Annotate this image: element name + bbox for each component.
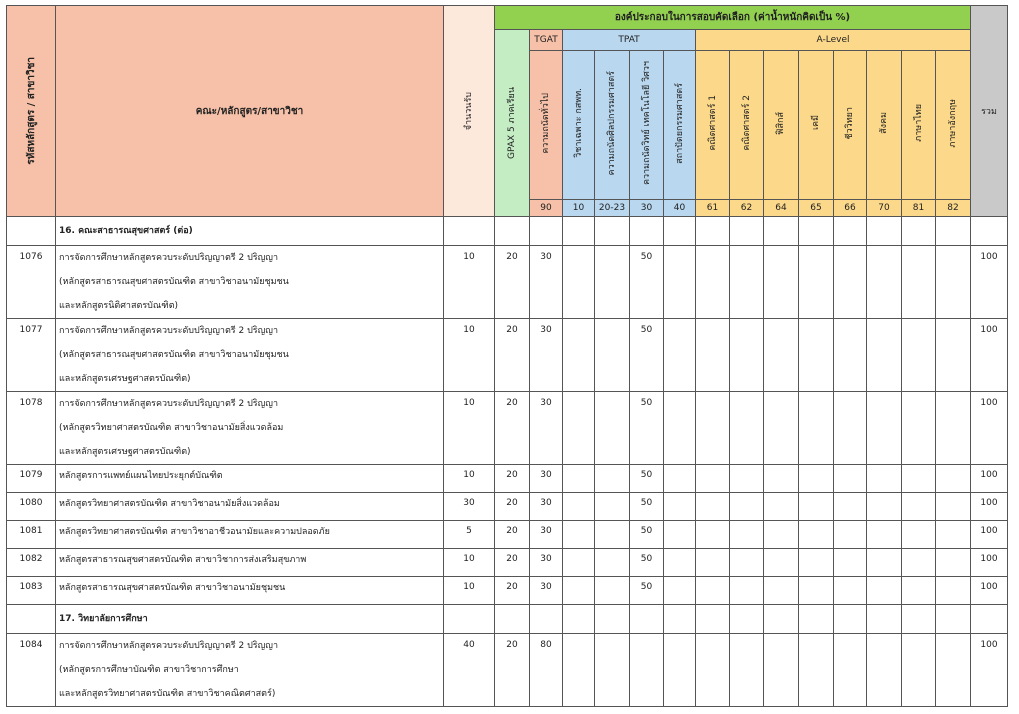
score-weight: 50 (630, 493, 664, 521)
column-header: ฟิสิกส์ (764, 51, 799, 200)
empty-cell (696, 605, 730, 634)
column-header: ความถนัดวิทย์ เทคโนโลยี วิศวฯ (630, 51, 664, 200)
score-weight (696, 493, 730, 521)
column-header: ชีววิทยา (834, 51, 867, 200)
score-weight: 50 (630, 549, 664, 577)
score-weight: 50 (630, 521, 664, 549)
score-weight (799, 319, 834, 392)
score-weight: 20 (495, 521, 530, 549)
score-weight (730, 319, 764, 392)
score-weight: 30 (530, 577, 563, 605)
score-weight: 50 (630, 577, 664, 605)
score-weight (936, 246, 971, 319)
score-weight (664, 549, 696, 577)
program-code: 1077 (7, 319, 56, 392)
empty-cell (936, 217, 971, 246)
program-name-line: หลักสูตรสาธารณสุขศาสตรบัณฑิต สาขาวิชาการส่งเสริมสุขภาพ (59, 555, 307, 565)
score-weight: 30 (530, 465, 563, 493)
score-weight (936, 577, 971, 605)
weight-code: 10 (563, 199, 595, 216)
score-weight (563, 392, 595, 465)
score-weight: 20 (495, 392, 530, 465)
program-name-line: (หลักสูตรวิทยาศาสตรบัณฑิต สาขาวิชาอนามัยสิ่งแวดล้อม (59, 423, 284, 433)
score-weight: 20 (495, 246, 530, 319)
program-code: 1079 (7, 465, 56, 493)
score-weight (664, 577, 696, 605)
score-weight (902, 634, 936, 707)
components-header: องค์ประกอบในการสอบคัดเลือก (ค่าน้ำหนักคิดเป็น %) (495, 6, 971, 30)
empty-cell (764, 217, 799, 246)
score-weight: 30 (530, 246, 563, 319)
empty-cell (664, 605, 696, 634)
column-header: คณิตศาสตร์ 2 (730, 51, 764, 200)
score-weight (595, 465, 630, 493)
total-weight: 100 (971, 493, 1008, 521)
group-header-tpat: TPAT (563, 30, 696, 51)
score-weight (696, 392, 730, 465)
admission-count: 10 (444, 392, 495, 465)
weight-code: 66 (834, 199, 867, 216)
empty-cell (630, 605, 664, 634)
program-code: 1083 (7, 577, 56, 605)
score-weight (764, 493, 799, 521)
admission-count: 10 (444, 319, 495, 392)
column-header: สังคม (867, 51, 902, 200)
section-title: 17. วิทยาลัยการศึกษา (56, 605, 444, 634)
program-code: 1078 (7, 392, 56, 465)
score-weight (730, 246, 764, 319)
score-weight (799, 549, 834, 577)
total-weight: 100 (971, 465, 1008, 493)
weight-code: 20-23 (595, 199, 630, 216)
weight-code: 30 (630, 199, 664, 216)
empty-cell (764, 605, 799, 634)
score-weight (764, 246, 799, 319)
score-weight (630, 634, 664, 707)
score-weight (696, 549, 730, 577)
weight-code: 62 (730, 199, 764, 216)
empty-cell (834, 605, 867, 634)
weight-code: 81 (902, 199, 936, 216)
total-weight: 100 (971, 246, 1008, 319)
score-weight: 20 (495, 634, 530, 707)
score-weight (563, 634, 595, 707)
score-weight (902, 319, 936, 392)
program-name-line: การจัดการศึกษาหลักสูตรควบระดับปริญญาตรี 2 ปริญญา (59, 326, 279, 336)
score-weight (664, 319, 696, 392)
score-weight (595, 634, 630, 707)
score-weight (696, 634, 730, 707)
empty-cell (799, 217, 834, 246)
score-weight (563, 319, 595, 392)
admission-weight-table (6, 5, 1008, 707)
program-name-line: และหลักสูตรเศรษฐศาสตรบัณฑิต) (59, 374, 191, 384)
program-code: 1082 (7, 549, 56, 577)
score-weight: 50 (630, 246, 664, 319)
empty-cell (563, 605, 595, 634)
score-weight (902, 246, 936, 319)
empty-cell (799, 605, 834, 634)
column-header: ภาษาอังกฤษ (936, 51, 971, 200)
score-weight (902, 521, 936, 549)
score-weight (764, 634, 799, 707)
program-name (56, 246, 444, 319)
score-weight (834, 246, 867, 319)
program-name (56, 392, 444, 465)
table-row (7, 246, 1008, 319)
count-header: จำนวนรับ (444, 6, 495, 217)
admission-count: 10 (444, 549, 495, 577)
score-weight (867, 246, 902, 319)
empty-cell (595, 605, 630, 634)
code-header: รหัสหลักสูตร / สาขาวิชา (7, 6, 56, 217)
score-weight (595, 319, 630, 392)
empty-cell (730, 217, 764, 246)
score-weight (834, 465, 867, 493)
score-weight (730, 392, 764, 465)
program-name-line: การจัดการศึกษาหลักสูตรควบระดับปริญญาตรี 2 ปริญญา (59, 253, 279, 263)
score-weight: 30 (530, 521, 563, 549)
score-weight: 20 (495, 319, 530, 392)
group-header-alevel: A-Level (696, 30, 971, 51)
score-weight (730, 521, 764, 549)
program-name-line: หลักสูตรวิทยาศาสตรบัณฑิต สาขาวิชาอาชีวอนามัยและความปลอดภัย (59, 527, 330, 537)
score-weight (799, 246, 834, 319)
empty-cell (664, 217, 696, 246)
score-weight (799, 392, 834, 465)
score-weight (867, 392, 902, 465)
program-code: 1084 (7, 634, 56, 707)
program-name-line: และหลักสูตรเศรษฐศาสตรบัณฑิต) (59, 447, 191, 457)
weight-code: 70 (867, 199, 902, 216)
score-weight (563, 493, 595, 521)
program-code: 1076 (7, 246, 56, 319)
score-weight (595, 493, 630, 521)
program-name-line: (หลักสูตรสาธารณสุขศาสตรบัณฑิต สาขาวิชาอนามัยชุมชน (59, 277, 289, 287)
total-header: รวม (971, 6, 1008, 217)
column-header: สถาปัตยกรรมศาสตร์ (664, 51, 696, 200)
score-weight (595, 549, 630, 577)
table-row (7, 493, 1008, 521)
score-weight: 20 (495, 577, 530, 605)
weight-code: 65 (799, 199, 834, 216)
score-weight (595, 246, 630, 319)
table-header (7, 6, 1008, 217)
score-weight (664, 465, 696, 493)
score-weight (764, 577, 799, 605)
score-weight: 30 (530, 549, 563, 577)
empty-cell (530, 217, 563, 246)
score-weight (834, 521, 867, 549)
score-weight (936, 392, 971, 465)
score-weight (834, 577, 867, 605)
empty-cell (834, 217, 867, 246)
score-weight: 50 (630, 319, 664, 392)
score-weight (834, 493, 867, 521)
table-row (7, 521, 1008, 549)
weight-code: 61 (696, 199, 730, 216)
section-row (7, 605, 1008, 634)
table-body (7, 217, 1008, 707)
score-weight: 30 (530, 493, 563, 521)
score-weight (799, 577, 834, 605)
name-header: คณะ/หลักสูตร/สาขาวิชา (56, 6, 444, 217)
program-name-line: และหลักสูตรนิติศาสตรบัณฑิต) (59, 301, 179, 311)
table-row (7, 634, 1008, 707)
score-weight (834, 392, 867, 465)
weight-code: 64 (764, 199, 799, 216)
score-weight (664, 246, 696, 319)
score-weight (936, 465, 971, 493)
score-weight (834, 634, 867, 707)
empty-cell (530, 605, 563, 634)
score-weight (834, 549, 867, 577)
score-weight (902, 549, 936, 577)
score-weight (936, 634, 971, 707)
score-weight (764, 319, 799, 392)
score-weight (696, 465, 730, 493)
score-weight (902, 577, 936, 605)
score-weight (730, 634, 764, 707)
score-weight (764, 392, 799, 465)
score-weight (595, 577, 630, 605)
column-header: วิชาเฉพาะ กสพท. (563, 51, 595, 200)
empty-cell (867, 605, 902, 634)
program-name-line: หลักสูตรสาธารณสุขศาสตรบัณฑิต สาขาวิชาอนามัยชุมชน (59, 583, 286, 593)
program-name-line: (หลักสูตรการศึกษาบัณฑิต สาขาวิชาการศึกษา (59, 665, 239, 675)
empty-cell (971, 217, 1008, 246)
score-weight (696, 577, 730, 605)
score-weight (867, 549, 902, 577)
weight-code: 40 (664, 199, 696, 216)
table-row (7, 549, 1008, 577)
score-weight: 80 (530, 634, 563, 707)
section-code-cell (7, 217, 56, 246)
empty-cell (444, 217, 495, 246)
admission-count: 40 (444, 634, 495, 707)
empty-cell (902, 217, 936, 246)
score-weight (799, 493, 834, 521)
score-weight (664, 392, 696, 465)
table-row (7, 392, 1008, 465)
score-weight (595, 521, 630, 549)
total-weight: 100 (971, 634, 1008, 707)
score-weight (834, 319, 867, 392)
section-row (7, 217, 1008, 246)
score-weight (867, 634, 902, 707)
table-row (7, 465, 1008, 493)
empty-cell (630, 217, 664, 246)
score-weight (696, 521, 730, 549)
program-code: 1080 (7, 493, 56, 521)
program-name-line: หลักสูตรวิทยาศาสตรบัณฑิต สาขาวิชาอนามัยสิ่งแวดล้อม (59, 499, 280, 509)
score-weight (563, 246, 595, 319)
column-header: คณิตศาสตร์ 1 (696, 51, 730, 200)
empty-cell (444, 605, 495, 634)
score-weight (730, 493, 764, 521)
score-weight (696, 319, 730, 392)
column-header: ภาษาไทย (902, 51, 936, 200)
weight-code: 90 (530, 199, 563, 216)
score-weight: 30 (530, 319, 563, 392)
score-weight (867, 465, 902, 493)
total-weight: 100 (971, 549, 1008, 577)
score-weight (936, 521, 971, 549)
program-name (56, 634, 444, 707)
score-weight (595, 392, 630, 465)
score-weight: 20 (495, 493, 530, 521)
empty-cell (971, 605, 1008, 634)
total-weight: 100 (971, 577, 1008, 605)
score-weight (563, 521, 595, 549)
admission-count: 10 (444, 246, 495, 319)
program-name (56, 549, 444, 577)
score-weight: 20 (495, 549, 530, 577)
empty-cell (867, 217, 902, 246)
table-row (7, 577, 1008, 605)
program-name-line: การจัดการศึกษาหลักสูตรควบระดับปริญญาตรี 2 ปริญญา (59, 399, 279, 409)
column-header: ความถนัดทั่วไป (530, 51, 563, 200)
score-weight (563, 465, 595, 493)
score-weight (867, 521, 902, 549)
column-header: ความถนัดศิลปกรรมศาสตร์ (595, 51, 630, 200)
score-weight (936, 319, 971, 392)
program-name-line: (หลักสูตรสาธารณสุขศาสตรบัณฑิต สาขาวิชาอนามัยชุมชน (59, 350, 289, 360)
score-weight (764, 521, 799, 549)
empty-cell (595, 217, 630, 246)
column-header-gpax: GPAX 5 ภาคเรียน (495, 30, 530, 217)
empty-cell (936, 605, 971, 634)
score-weight (664, 521, 696, 549)
program-name-line: การจัดการศึกษาหลักสูตรควบระดับปริญญาตรี 2 ปริญญา (59, 641, 279, 651)
score-weight (730, 549, 764, 577)
admission-count: 10 (444, 577, 495, 605)
empty-cell (902, 605, 936, 634)
admission-weight-table-sheet (6, 5, 1008, 707)
table-row (7, 319, 1008, 392)
score-weight (799, 465, 834, 493)
score-weight (664, 493, 696, 521)
score-weight: 50 (630, 392, 664, 465)
empty-cell (495, 605, 530, 634)
program-name (56, 521, 444, 549)
empty-cell (730, 605, 764, 634)
admission-count: 10 (444, 465, 495, 493)
score-weight (764, 549, 799, 577)
admission-count: 5 (444, 521, 495, 549)
program-name (56, 319, 444, 392)
section-title: 16. คณะสาธารณสุขศาสตร์ (ต่อ) (56, 217, 444, 246)
score-weight (867, 577, 902, 605)
score-weight (936, 493, 971, 521)
empty-cell (563, 217, 595, 246)
program-code: 1081 (7, 521, 56, 549)
program-name (56, 493, 444, 521)
score-weight (799, 634, 834, 707)
score-weight: 20 (495, 465, 530, 493)
score-weight (902, 493, 936, 521)
total-weight: 100 (971, 392, 1008, 465)
program-name (56, 577, 444, 605)
score-weight (730, 577, 764, 605)
empty-cell (696, 217, 730, 246)
total-weight: 100 (971, 319, 1008, 392)
empty-cell (495, 217, 530, 246)
program-name-line: และหลักสูตรวิทยาศาสตรบัณฑิต สาขาวิชาคณิตศาสตร์) (59, 689, 276, 699)
score-weight (867, 493, 902, 521)
total-weight: 100 (971, 521, 1008, 549)
score-weight (936, 549, 971, 577)
program-name-line: หลักสูตรการแพทย์แผนไทยประยุกต์บัณฑิต (59, 471, 223, 481)
weight-code: 82 (936, 199, 971, 216)
score-weight (799, 521, 834, 549)
score-weight (563, 577, 595, 605)
score-weight (902, 465, 936, 493)
score-weight (867, 319, 902, 392)
admission-count: 30 (444, 493, 495, 521)
program-name (56, 465, 444, 493)
group-header-tgat: TGAT (530, 30, 563, 51)
score-weight (563, 549, 595, 577)
score-weight (696, 246, 730, 319)
score-weight (764, 465, 799, 493)
score-weight (664, 634, 696, 707)
score-weight: 30 (530, 392, 563, 465)
score-weight (730, 465, 764, 493)
section-code-cell (7, 605, 56, 634)
score-weight (902, 392, 936, 465)
score-weight: 50 (630, 465, 664, 493)
column-header: เคมี (799, 51, 834, 200)
